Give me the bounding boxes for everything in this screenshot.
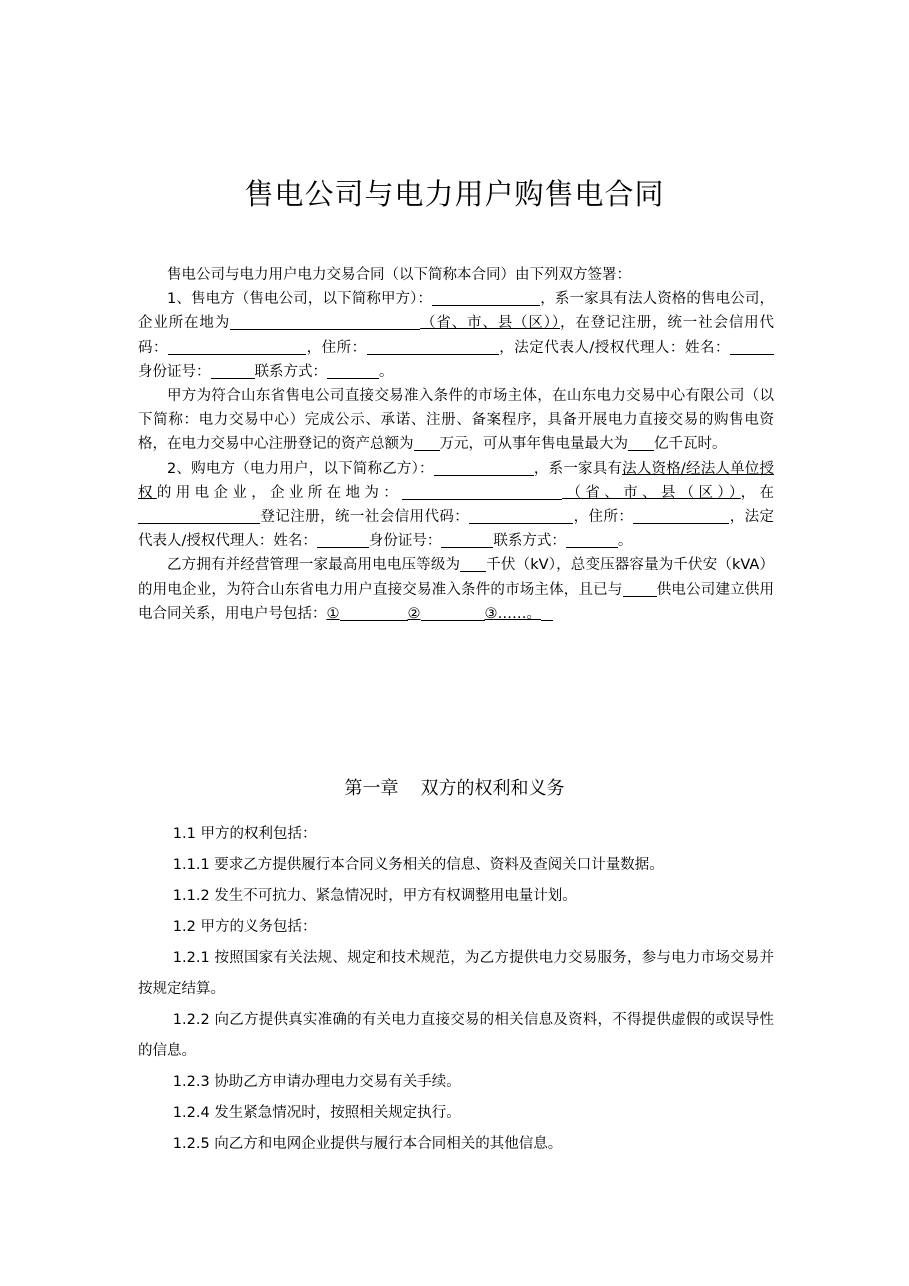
max-annual-sales-blank [628, 436, 654, 452]
buyer-name-blank [434, 460, 534, 476]
seller-qualification-paragraph: 甲方为符合山东省售电公司直接交易准入条件的市场主体，在山东电力交易中心有限公司（以下简称：电力交易中心）完成公示、承诺、注册、备案程序，具备开展电力直接交易的购售电资格，在电力交易中心注册登记的资产总额为 万元，可从事年售电量最大为 亿千瓦时。 [138, 388, 774, 453]
clause: 1.1.2 发生不可抗力、紧急情况时，甲方有权调整用电量计划。 [172, 888, 577, 904]
seller-name-blank [432, 291, 540, 307]
intro-paragraph: 售电公司与电力用户电力交易合同（以下简称本合同）由下列双方签署： [167, 267, 631, 283]
chapter-number: 第一章 [344, 778, 399, 799]
clause: 1.2.4 发生紧急情况时，按照相关规定执行。 [172, 1105, 461, 1121]
seller-credit-code-blank [168, 339, 306, 355]
chapter-heading [0, 774, 909, 800]
parties-section [138, 263, 774, 626]
seller-rep-id-blank [211, 363, 255, 379]
buyer-paragraph: 2、购电方（电力用户，以下简称乙方）： ，系一家具有法人资格/经法人单位授权的用电企业，企业所在地为： （省、市、县（区）），在登记注册，统一社会信用代码： ，住所： ，法定代表人/授权代理人：姓名： 身份证号： 联系方式： 。 [138, 460, 775, 550]
chapter-body [138, 819, 774, 1160]
clause: 1.1.1 要求乙方提供履行本合同义务相关的信息、资料及查阅关口计量数据。 [172, 857, 664, 873]
buyer-qualification-paragraph: 乙方拥有并经营管理一家最高用电电压等级为 千伏（kV），总变压器容量为千伏安（kVA）的用电企业，为符合山东省电力用户直接交易准入条件的市场主体，且已与 供电公司建立供用电合同关系，用电户号包括：① ② ③……。 [138, 557, 775, 622]
seller-paragraph: 1、售电方（售电公司，以下简称甲方）： ，系一家具有法人资格的售电公司，企业所在地为 （省、市、县（区）），在登记注册，统一社会信用代码： ，住所： ，法定代表人/授权代理人：姓名：身份证号： 联系方式： 。 [138, 291, 775, 380]
clause: 1.2 甲方的义务包括： [172, 919, 317, 935]
document-title: 售电公司与电力用户购售电合同 [244, 177, 665, 211]
clause: 1.2.3 协助乙方申请办理电力交易有关手续。 [172, 1074, 461, 1090]
clause: 1.2.2 向乙方提供真实准确的有关电力直接交易的相关信息及资料，不得提供虚假的或误导性的信息。 [138, 1012, 774, 1059]
clause: 1.2.1 按照国家有关法规、规定和技术规范，为乙方提供电力交易服务，参与电力市场交易并按规定结算。 [138, 950, 774, 997]
total-assets-blank [414, 436, 440, 452]
account-no-3: ③ [484, 605, 498, 622]
seller-contact-blank [327, 363, 379, 379]
buyer-registry-blank [138, 509, 260, 525]
buyer-location-blank [402, 484, 562, 500]
clause: 1.2.5 向乙方和电网企业提供与履行本合同相关的其他信息。 [172, 1136, 563, 1152]
seller-rep-name-blank [730, 339, 774, 355]
buyer-address-blank [633, 509, 729, 525]
account-no-2: ② [407, 605, 421, 622]
supply-company-blank [623, 581, 657, 597]
clause: 1.1 甲方的权利包括： [172, 826, 317, 842]
seller-location-blank [230, 315, 420, 331]
account-no-1: ① [326, 605, 340, 622]
buyer-credit-code-blank [469, 509, 573, 525]
buyer-contact-blank [566, 533, 618, 549]
buyer-rep-id-blank [441, 533, 493, 549]
chapter-title: 双方的权利和义务 [420, 778, 565, 799]
account-no-more: ……。 [497, 605, 541, 622]
voltage-level-blank [460, 557, 486, 573]
buyer-rep-name-blank [317, 533, 369, 549]
seller-address-blank [367, 339, 499, 355]
